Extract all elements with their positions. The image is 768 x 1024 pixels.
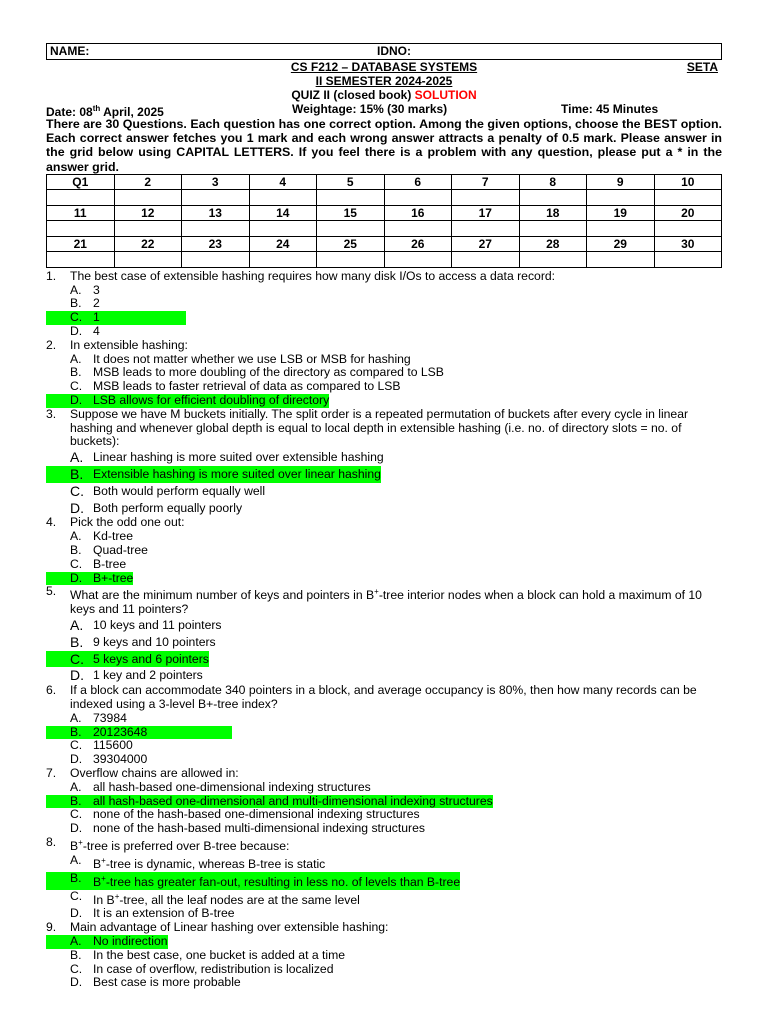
question-number: 1. [46,268,57,283]
option-letter: C. [70,556,83,571]
option-letter: D. [70,906,83,921]
option-letter: A. [70,852,82,867]
grid-question-number: 23 [182,236,250,251]
grid-question-number: 30 [654,236,722,251]
grid-question-number: 13 [182,205,250,220]
grid-question-number: Q1 [47,174,115,189]
option-letter: D. [70,752,83,767]
option-letter: D. [70,392,83,407]
option-letter: B. [70,793,82,808]
option-6-b [46,726,722,740]
grid-answer-cell[interactable] [114,220,182,236]
option-text: LSB allows for efficient doubling of directory [93,392,330,407]
answer-highlight [46,394,329,408]
option-1-c [46,311,722,325]
grid-answer-cell[interactable] [519,220,587,236]
option-letter: A. [70,351,82,366]
option-text: B+-tree has greater fan-out, resulting in less no. of levels than B-tree [93,873,461,889]
grid-answer-cell[interactable] [182,189,250,205]
grid-question-number: 7 [452,174,520,189]
grid-question-number: 4 [249,174,317,189]
question-4 [46,516,722,530]
set-label: SETA [686,60,718,74]
answer-highlight [46,872,460,890]
grid-answer-cell[interactable] [249,251,317,267]
quiz-page [46,43,722,990]
option-text: 2 [93,296,100,311]
date-line [46,102,722,119]
grid-question-number: 16 [384,205,452,220]
option-letter: B. [70,296,82,311]
semester: II SEMESTER 2024-2025 [315,74,453,88]
option-text: 39304000 [93,752,148,767]
option-letter: B. [70,870,82,885]
option-text: 20123648 [93,724,148,739]
option-1-b [46,297,722,311]
grid-header-row-2 [47,205,722,220]
grid-answer-cell[interactable] [317,220,385,236]
option-text: 3 [93,282,100,297]
time: Time: 45 Minutes [561,102,659,116]
grid-answer-cell[interactable] [384,220,452,236]
option-text: 1 [93,310,100,325]
option-text: B+-tree is dynamic, whereas B-tree is static [93,855,326,871]
option-text: In the best case, one bucket is added at a time [93,947,346,962]
grid-answer-cell[interactable] [452,220,520,236]
question-text: B+-tree is preferred over B-tree because: [70,837,290,854]
option-7-d [46,822,722,836]
grid-answer-cell[interactable] [114,251,182,267]
grid-answer-cell[interactable] [384,251,452,267]
option-letter: D. [70,324,83,338]
option-letter: B. [70,365,82,380]
option-4-c [46,558,722,572]
grid-question-number: 15 [317,205,385,220]
grid-question-number: 2 [114,174,182,189]
option-7-c [46,808,722,822]
grid-answer-cell[interactable] [47,251,115,267]
grid-question-number: 18 [519,205,587,220]
grid-answer-cell[interactable] [654,251,722,267]
question-text: Pick the odd one out: [70,515,185,530]
grid-answer-row-1[interactable] [47,189,722,205]
option-2-d [46,394,722,408]
option-3-c [46,483,722,500]
grid-answer-cell[interactable] [519,251,587,267]
grid-question-number: 29 [587,236,655,251]
question-number: 8. [46,834,57,849]
question-number: 7. [46,765,57,780]
option-5-b [46,634,722,651]
question-text: The best case of extensible hashing requires how many disk I/Os to access a data record: [70,268,556,283]
question-9 [46,921,722,935]
option-text: all hash-based one-dimensional and multi-dimensional indexing structures [93,793,493,808]
grid-question-number: 28 [519,236,587,251]
grid-question-number: 8 [519,174,587,189]
option-1-d [46,325,722,339]
date: Date: 08th April, 2025 [46,104,164,119]
grid-answer-cell[interactable] [452,251,520,267]
option-letter: B. [70,724,82,739]
option-letter: A. [70,779,82,794]
option-letter: D. [70,821,83,836]
grid-answer-cell[interactable] [654,189,722,205]
option-1-a [46,284,722,298]
option-text: 5 keys and 6 pointers [93,651,209,666]
option-8-c [46,890,722,908]
answer-highlight [46,935,168,949]
question-2 [46,339,722,353]
option-text: No indirection [93,933,168,948]
grid-question-number: 11 [47,205,115,220]
option-7-a [46,781,722,795]
option-letter: D. [70,975,83,990]
grid-question-number: 24 [249,236,317,251]
question-text: In extensible hashing: [70,337,188,352]
question-text: If a block can accommodate 340 pointers in a block, and average occupancy is 80%, then how many records can be indexed using a 3-level B+-tree index? [70,683,697,711]
option-text: 4 [93,324,100,338]
option-3-b [46,466,722,483]
option-letter: A. [70,529,82,544]
grid-answer-cell[interactable] [249,220,317,236]
option-4-d [46,572,722,586]
grid-answer-cell[interactable] [317,251,385,267]
grid-answer-cell[interactable] [654,220,722,236]
option-text: 10 keys and 11 pointers [93,618,222,632]
option-letter: C. [70,482,84,499]
grid-header-row-1 [47,174,722,189]
option-8-b [46,872,722,890]
option-9-c [46,963,722,977]
question-number: 4. [46,515,57,530]
answer-highlight [46,572,133,586]
grid-question-number: 19 [587,205,655,220]
option-letter: C. [70,310,83,325]
option-8-a [46,854,722,872]
option-letter: B. [70,947,82,962]
option-letter: A. [70,282,82,297]
option-text: Kd-tree [93,529,133,544]
name-label: NAME: [50,44,90,58]
option-text: MSB leads to faster retrieval of data as compared to LSB [93,379,401,394]
grid-question-number: 9 [587,174,655,189]
option-3-d [46,500,722,517]
grid-answer-cell[interactable] [587,251,655,267]
answer-highlight [46,311,186,325]
answer-highlight [46,466,381,483]
option-text: Linear hashing is more suited over extensible hashing [93,450,384,465]
option-6-d [46,753,722,767]
option-letter: B. [70,465,84,482]
weightage: Weightage: 15% (30 marks) [292,102,448,116]
option-letter: C. [70,379,83,394]
option-text: 73984 [93,710,127,725]
question-text: What are the minimum number of keys and pointers in B+-tree interior nodes when a block can hold a maximum of 10 keys and 11 pointers? [70,587,702,617]
question-1 [46,270,722,284]
option-letter: C. [70,807,83,822]
name-id-box [46,43,722,60]
answer-grid [46,174,722,268]
question-7 [46,767,722,781]
instructions: There are 30 Questions. Each question has one correct option. Among the given options, choose the BEST option. Each correct answer fetches you 1 mark and each wrong answer attracts a penalty of 0.5 mark. Please answer in the grid below using CAPITAL LETTERS. If you feel there is a problem with any question, please put a * in the answer grid. [46,117,722,174]
quiz-line [46,88,722,102]
option-4-b [46,544,722,558]
option-text: 9 keys and 10 pointers [93,634,216,649]
option-letter: D. [70,499,84,516]
question-number: 9. [46,920,57,935]
question-number: 2. [46,337,57,352]
grid-question-number: 12 [114,205,182,220]
grid-answer-cell[interactable] [587,220,655,236]
grid-question-number: 27 [452,236,520,251]
grid-answer-cell[interactable] [317,189,385,205]
option-8-d [46,907,722,921]
question-number: 3. [46,406,57,421]
solution-label: SOLUTION [414,88,477,102]
grid-answer-row-3[interactable] [47,251,722,267]
grid-answer-cell[interactable] [182,220,250,236]
option-text: In B+-tree, all the leaf nodes are at the same level [93,891,360,907]
grid-answer-cell[interactable] [519,189,587,205]
option-text: In case of overflow, redistribution is localized [93,961,334,976]
option-letter: D. [70,570,83,585]
option-letter: C. [70,650,84,667]
option-7-b [46,795,722,809]
question-text: Suppose we have M buckets initially. The split order is a repeated permutation of buckets after every cycle in linear hashing and whenever global depth is equal to local depth in extensible hashing (i.e. no. of directory slots = no. of buckets): [70,406,689,449]
option-text: Extensible hashing is more suited over linear hashing [93,466,381,481]
option-text: Both would perform equally well [93,483,266,498]
grid-answer-cell[interactable] [47,189,115,205]
question-5 [46,585,722,617]
option-5-c [46,651,722,668]
option-5-d [46,667,722,684]
option-text: Quad-tree [93,542,148,557]
option-letter: B. [70,542,82,557]
question-list [46,270,722,990]
grid-question-number: 14 [249,205,317,220]
option-6-a [46,712,722,726]
option-text: MSB leads to more doubling of the directory as compared to LSB [93,365,444,380]
option-text: 1 key and 2 pointers [93,668,203,683]
grid-answer-cell[interactable] [452,189,520,205]
idno-label: IDNO: [377,44,411,58]
option-5-a [46,617,722,634]
option-letter: B. [70,633,84,650]
option-2-a [46,353,722,367]
option-9-b [46,949,722,963]
option-4-a [46,530,722,544]
grid-question-number: 26 [384,236,452,251]
question-text: Overflow chains are allowed in: [70,765,239,780]
option-text: B+-tree [93,570,134,585]
grid-answer-row-2[interactable] [47,220,722,236]
grid-question-number: 5 [317,174,385,189]
option-letter: A. [70,710,82,725]
option-text: all hash-based one-dimensional indexing structures [93,779,371,794]
option-9-a [46,935,722,949]
semester-line [46,74,722,88]
option-text: Both perform equally poorly [93,500,243,515]
option-letter: A. [70,933,82,948]
grid-question-number: 10 [654,174,722,189]
grid-question-number: 17 [452,205,520,220]
option-text: none of the hash-based one-dimensional indexing structures [93,807,420,822]
grid-header-row-3 [47,236,722,251]
question-8 [46,836,722,854]
grid-question-number: 6 [384,174,452,189]
question-number: 5. [46,584,57,599]
course-title: CS F212 – DATABASE SYSTEMS [290,60,478,74]
option-text: It is an extension of B-tree [93,906,235,921]
option-6-c [46,739,722,753]
grid-question-number: 20 [654,205,722,220]
grid-answer-cell[interactable] [249,189,317,205]
option-letter: C. [70,888,83,903]
option-9-d [46,976,722,990]
quiz-title: QUIZ II (closed book) [291,88,415,102]
question-text: Main advantage of Linear hashing over extensible hashing: [70,920,389,935]
grid-question-number: 25 [317,236,385,251]
question-6 [46,684,722,712]
option-2-c [46,380,722,394]
option-letter: C. [70,738,83,753]
option-3-a [46,449,722,466]
option-letter: A. [70,617,84,633]
option-text: Best case is more probable [93,975,241,990]
option-2-b [46,366,722,380]
option-letter: A. [70,449,84,466]
question-3 [46,408,722,449]
grid-question-number: 3 [182,174,250,189]
answer-highlight [46,795,493,809]
question-number: 6. [46,683,57,698]
grid-answer-cell[interactable] [587,189,655,205]
option-text: It does not matter whether we use LSB or MSB for hashing [93,351,411,366]
grid-answer-cell[interactable] [47,220,115,236]
option-text: B-tree [93,556,127,571]
option-letter: D. [70,667,84,684]
course-line [46,60,722,74]
grid-answer-cell[interactable] [114,189,182,205]
option-letter: C. [70,961,83,976]
grid-answer-cell[interactable] [182,251,250,267]
option-text: none of the hash-based multi-dimensional indexing structures [93,821,425,836]
grid-answer-cell[interactable] [384,189,452,205]
grid-question-number: 21 [47,236,115,251]
grid-question-number: 22 [114,236,182,251]
option-text: 115600 [93,738,133,753]
